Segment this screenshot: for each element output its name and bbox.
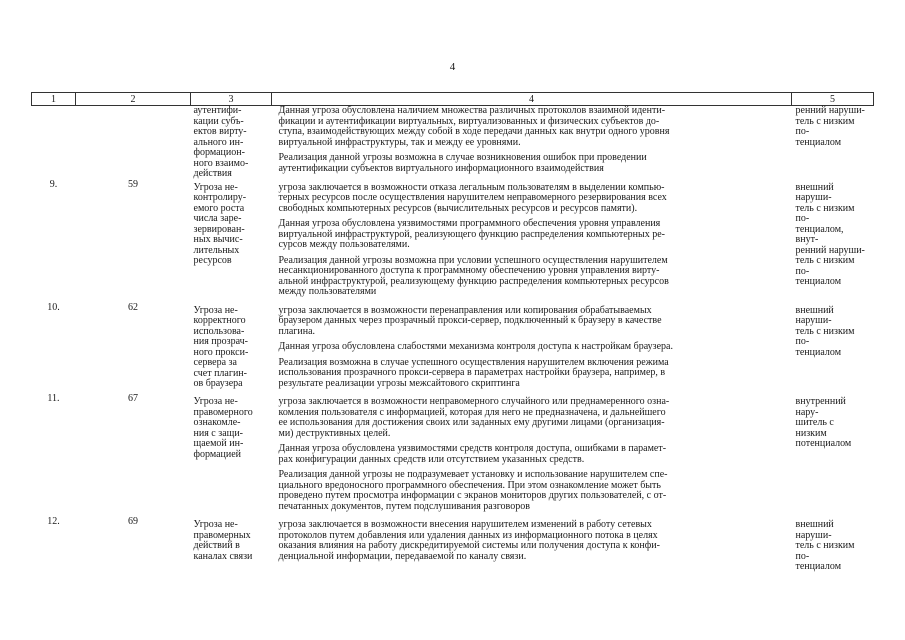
threat-code: 62	[128, 301, 138, 313]
threat-description	[272, 106, 792, 180]
threat-name: Угроза не- контролиру- емого роста числа заре- зервирован- ных вычис- лительных ресурсов	[193, 181, 247, 266]
table-row	[32, 303, 874, 395]
table-row	[32, 517, 874, 573]
row-number: 11.	[47, 393, 60, 404]
description-paragraph: угроза заключается в возможности отказа легальным пользователям в выделении компью- терных ресурсов после осуществления нарушителем неправомерного резервирования всех свободных компьютерных ресурсов (вычислительных ресурсов и ресурсов памяти).	[278, 181, 667, 214]
violator-type: ренний наруши- тель с низким по- тенциалом	[795, 105, 865, 148]
threat-table	[31, 92, 874, 573]
violator-type: внешний наруши- тель с низким по- тенциалом	[795, 519, 855, 572]
description-paragraph: Данная угроза обусловлена уязвимостями средств контроля доступа, ошибками в парамет- рах конфигурации данных средств или отсутствием указанных средств.	[278, 443, 667, 465]
row-number: 10.	[47, 301, 60, 313]
row-number: 9.	[49, 178, 58, 190]
threat-name: Угроза не- корректного использова- ния прозрач- ного прокси- сервера за счет плагин- ов браузера	[193, 304, 249, 389]
description-paragraph: угроза заключается в возможности неправомерного случайного или преднамеренного озна- комления пользователя с информацией, которая для него не предназначена, и дальнейшего ее использования для достижения своих или заданных ему другими лицами (организация- ми) деструктивных целей.	[278, 396, 670, 439]
column-header: 1	[32, 93, 76, 106]
threat-description	[272, 180, 792, 303]
threat-code: 69	[128, 516, 138, 527]
threat-description	[272, 303, 792, 395]
description-paragraph: угроза заключается в возможности внесения нарушителем изменений в работу сетевых протоколов путем добавления или удаления данных из информационного потока в целях оказания влияния на работу дискредитируемой системы или получения доступа к конфи- денциальной информации, передаваемой по каналу связи.	[278, 519, 660, 562]
threat-name: Угроза не- правомерного ознакомле- ния с защи- щаемой ин- формацией	[193, 396, 253, 460]
threat-name: Угроза не- правомерных действий в каналах связи	[193, 519, 253, 562]
threat-description	[272, 517, 792, 573]
description-paragraph: угроза заключается в возможности перенаправления или копирования обрабатываемых браузером данных через прозрачный прокси-сервер, подключенный к браузеру в качестве плагина.	[278, 304, 662, 337]
threat-name: аутентифи- кации субъ- ектов вирту- ального ин- формацион- ного взаимо- действия	[193, 105, 249, 179]
threat-code: 59	[128, 178, 138, 190]
column-header: 4	[272, 93, 792, 106]
table-row	[32, 180, 874, 303]
description-paragraph: Реализация данной угрозы не подразумевает установку и использование нарушителем спе- циального вредоносного программного обеспечения. При этом ознакомление может быть проведено путем просмотра информации с экранов мониторов других пользователей, с от- печатанных документов, путем подслушивания разговоров	[278, 469, 668, 512]
row-number: 12.	[47, 516, 60, 527]
description-paragraph: Реализация возможна в случае успешного осуществления нарушителем включения режима использования прозрачного прокси-сервера в параметрах настройки браузера, например, в результате реализации угрозы межсайтового скриптинга	[278, 356, 669, 389]
header-row	[32, 93, 874, 106]
threat-description	[272, 394, 792, 517]
threat-code: 67	[128, 393, 138, 404]
table-row	[32, 394, 874, 517]
column-header: 2	[76, 93, 191, 106]
description-paragraph: Данная угроза обусловлена наличием множества различных протоколов взаимной иденти- фикации и аутентификации виртуальных, виртуализованных и физических субъектов до- ступа, взаимодействующих между собой в ходе передачи данных как внутри одного уровня виртуальной инфраструктуры, так и между ее уровнями.	[278, 105, 670, 148]
description-paragraph: Данная угроза обусловлена уязвимостями программного обеспечения уровня управления виртуальной инфраструктурой, реализующего функцию распределения компьютерных ре- сурсов между пользователями.	[278, 218, 665, 250]
violator-type: внутренний нару- шитель с низким потенциалом	[795, 396, 852, 449]
page-number: 4	[449, 61, 456, 73]
table-body	[32, 106, 874, 573]
threat-code	[76, 106, 191, 180]
column-header: 3	[191, 93, 272, 106]
table-row	[32, 106, 874, 180]
column-header: 5	[792, 93, 874, 106]
description-paragraph: Реализация данной угрозы возможна в случае возникновения ошибок при проведении аутентификации субъектов виртуального информационного взаимодействия	[278, 152, 647, 174]
violator-type: внешний наруши- тель с низким по- тенциалом, внут- ренний наруши- тель с низким по- тенциалом	[795, 181, 865, 287]
description-paragraph: Данная угроза обусловлена слабостями механизма контроля доступа к настройкам браузера.	[278, 341, 673, 352]
violator-type: внешний наруши- тель с низким по- тенциалом	[795, 304, 855, 358]
description-paragraph: Реализация данной угрозы возможна при условии успешного осуществления нарушителем несанкционированного доступа к программному обеспечению уровня управления вирту- альной инфраструктурой, реализующему функцию распределения компьютерных ресурсов между пользователями	[278, 254, 669, 297]
row-number	[32, 106, 76, 180]
